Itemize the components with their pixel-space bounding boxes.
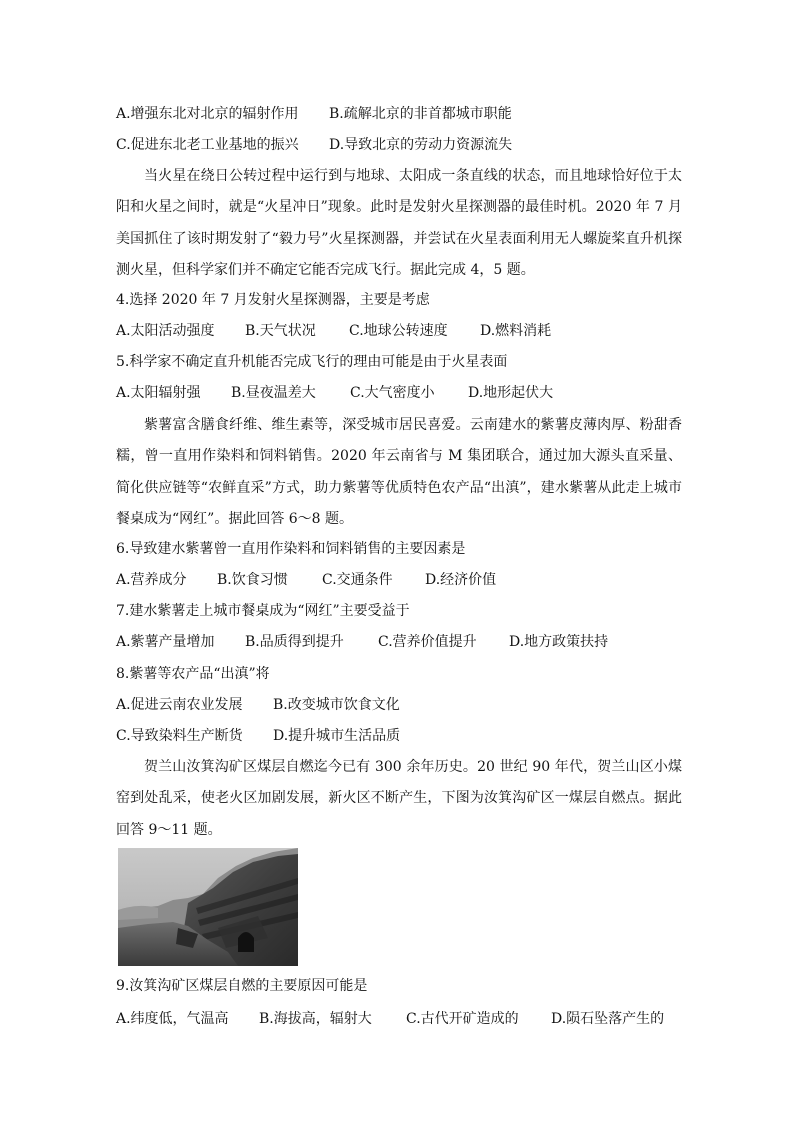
q8-options-row2 (116, 726, 400, 746)
q9-option-d: D.陨石坠落产生的 (551, 1011, 665, 1027)
q4-option-c: C.地球公转速度 (349, 323, 448, 339)
q3-option-b: B.疏解北京的非首都城市职能 (329, 106, 512, 122)
q6-options (116, 570, 496, 590)
q5-option-c: C.大气密度小 (350, 385, 435, 401)
q7-options (116, 632, 608, 652)
q5-option-d: D.地形起伏大 (468, 385, 554, 401)
passage-purple-sweet-potato: 紫薯富含膳食纤维、维生素等，深受城市居民喜爱。云南建水的紫薯皮薄肉厚、粉甜香糯，曾一直用作染料和饲料销售。2020 年云南省与 M 集团联合，通过加大源头直采量、简化供应链等“农鲜直采”方式，助力紫薯等优质特色农产品“出滇”，建水紫薯从此走上城市餐桌成为“网红”。据此回答 6～8 题。 (116, 417, 682, 528)
q3-options-row1 (116, 104, 512, 124)
q7-option-c: C.营养价值提升 (378, 634, 477, 650)
passage-coal-seam: 贺兰山汝箕沟矿区煤层自燃迄今已有 300 余年历史。20 世纪 90 年代，贺兰山区小煤窑到处乱采，使老火区加剧发展，新火区不断产生，下图为汝箕沟矿区一煤层自燃点。据此回答 9～11 题。 (116, 759, 682, 838)
q7-option-b: B.品质得到提升 (245, 634, 344, 650)
q5-option-b: B.昼夜温差大 (231, 385, 316, 401)
q5-options (116, 383, 553, 403)
q6-option-b: B.饮食习惯 (217, 572, 288, 588)
q7-stem: 7.建水紫薯走上城市餐桌成为“网红”主要受益于 (116, 603, 410, 619)
q4-option-b: B.天气状况 (245, 323, 316, 339)
q7-option-a: A.紫薯产量增加 (116, 634, 215, 650)
q3-option-c: C.促进东北老工业基地的振兴 (116, 137, 299, 153)
q6-stem: 6.导致建水紫薯曾一直用作染料和饲料销售的主要因素是 (116, 541, 466, 557)
q6-option-c: C.交通条件 (322, 572, 393, 588)
q8-option-b: B.改变城市饮食文化 (273, 697, 400, 713)
q4-options (116, 321, 551, 341)
q6-option-a: A.营养成分 (116, 572, 187, 588)
q9-option-a: A.纬度低，气温高 (116, 1011, 229, 1027)
q9-options (116, 1009, 664, 1029)
q3-option-d: D.导致北京的劳动力资源流失 (329, 137, 513, 153)
q4-option-d: D.燃料消耗 (480, 323, 552, 339)
coal-seam-photo (118, 848, 298, 966)
q9-option-c: C.古代开矿造成的 (406, 1011, 519, 1027)
q8-options-row1 (116, 695, 400, 715)
q3-option-a: A.增强东北对北京的辐射作用 (116, 106, 299, 122)
q4-stem: 4.选择 2020 年 7 月发射火星探测器，主要是考虑 (116, 292, 430, 308)
q3-options-row2 (116, 135, 512, 155)
q9-option-b: B.海拔高，辐射大 (259, 1011, 372, 1027)
q8-option-d: D.提升城市生活品质 (273, 728, 401, 744)
q5-option-a: A.太阳辐射强 (116, 385, 201, 401)
q8-option-a: A.促进云南农业发展 (116, 697, 243, 713)
q5-stem: 5.科学家不确定直升机能否完成飞行的理由可能是由于火星表面 (116, 354, 508, 370)
q8-stem: 8.紫薯等农产品“出滇”将 (116, 666, 270, 682)
q8-option-c: C.导致染料生产断货 (116, 728, 243, 744)
q4-option-a: A.太阳活动强度 (116, 323, 215, 339)
q9-stem: 9.汝箕沟矿区煤层自燃的主要原因可能是 (116, 978, 368, 994)
q7-option-d: D.地方政策扶持 (509, 634, 609, 650)
passage-mars: 当火星在绕日公转过程中运行到与地球、太阳成一条直线的状态，而且地球恰好位于太阳和火星之间时，就是“火星冲日”现象。此时是发射火星探测器的最佳时机。2020 年 7 月美国抓住了该时期发射了“毅力号”火星探测器，并尝试在火星表面利用无人螺旋桨直升机探测火星，但科学家们并不确定它能否完成飞行。据此完成 4，5 题。 (116, 168, 682, 279)
q6-option-d: D.经济价值 (425, 572, 497, 588)
